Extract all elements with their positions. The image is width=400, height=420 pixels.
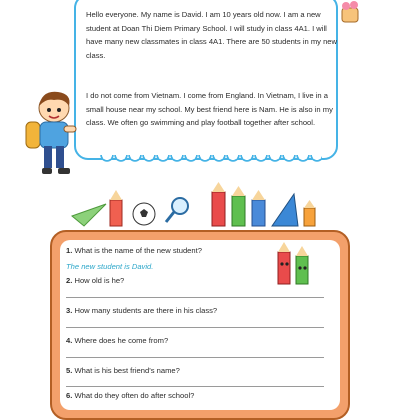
question-text: How old is he? [74,276,125,285]
question-6 [66,391,306,400]
passage-paragraph-2: I do not come from Vietnam. I come from England. In Vietnam, I live in a small house near my school. My best friend here is Nam. He is also in my class. We often go swimming and play football together after school. [86,91,333,127]
question-number: 2. [66,276,73,285]
question-text: What is the name of the new student? [74,246,202,255]
question-3 [66,306,306,315]
question-4 [66,336,306,345]
question-text: What do they often do after school? [74,391,195,400]
boy-with-backpack-illustration [24,88,80,184]
question-1 [66,246,306,255]
soccer-ball-icon [133,203,155,225]
question-text: Where does he come from? [74,336,169,345]
question-text: How many students are there in his class? [74,306,218,315]
question-number: 6. [66,391,73,400]
pencil-character-icon [110,190,122,226]
question-number: 4. [66,336,73,345]
crayon-characters-icon [212,182,265,226]
question-number: 3. [66,306,73,315]
answer-line-4[interactable] [66,357,324,358]
cupcake-icon [336,0,366,26]
question-number: 1. [66,246,73,255]
question-text: What is his best friend’s name? [74,366,180,375]
answer-line-3[interactable] [66,327,324,328]
passage-paragraph-1: Hello everyone. My name is David. I am 10 years old now. I am a new student at Doan Thi Diem Primary School. I will study in class 4A1. I will have many new classmates in class 4A1. There are 50 students in my new class. [86,10,337,60]
school-supplies-row [62,180,338,230]
question-number: 5. [66,366,73,375]
question-2 [66,276,306,285]
answer-line-5[interactable] [66,386,324,387]
paper-plane-icon [72,204,106,226]
magnifier-icon [166,198,188,222]
ruler-icon [272,194,298,226]
answer-1: The new student is David. [66,262,154,271]
pencil-character-icon [304,200,315,226]
question-5 [66,366,306,375]
answer-line-2[interactable] [66,297,324,298]
